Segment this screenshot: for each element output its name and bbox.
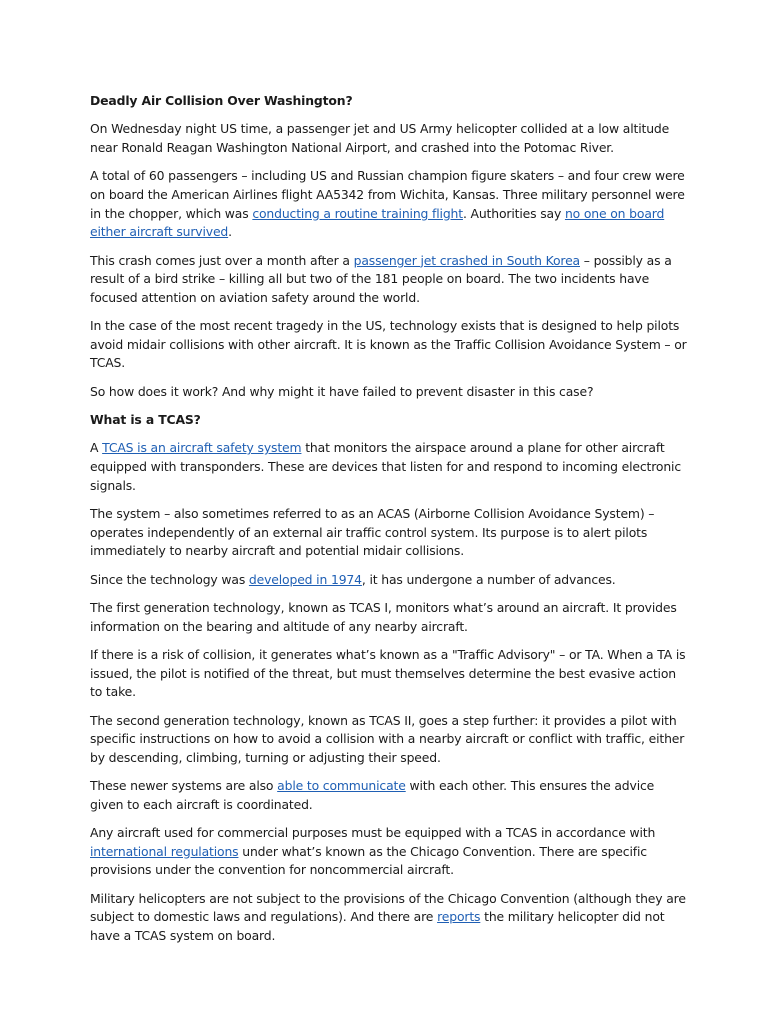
paragraph-text: – possibly as a result of a bird strike – killing all but two of the 181 people on board. The two incidents have focused attention on aviation safety around the world. (90, 252, 672, 305)
document-page (90, 92, 690, 955)
paragraph-text: with each other. This ensures the advice given to each aircraft is coordinated. (90, 778, 655, 812)
paragraph-text: that monitors the airspace around a plane for other aircraft equipped with transponders. These are devices that listen for and respond to incoming electronic signals. (90, 440, 682, 493)
link-routine-training-flight[interactable]: conducting a routine training flight (252, 205, 463, 221)
link-able-to-communicate[interactable]: able to communicate (277, 778, 406, 794)
paragraph-technology-exists: In the case of the most recent tragedy in the US, technology exists that is designed to help pilots avoid midair collisions with other aircraft. It is known as the Traffic Collision Avoidance System – or TCAS. (90, 318, 687, 371)
paragraph-tcas-definition (90, 439, 690, 495)
paragraph-commercial-aircraft (90, 824, 690, 880)
section-heading-what-is-tcas: What is a TCAS? (90, 412, 201, 428)
paragraph-text: under what’s known as the Chicago Convention. There are specific provisions under the convention for noncommercial aircraft. (90, 843, 647, 878)
paragraph-south-korea (90, 252, 690, 308)
article-title: Deadly Air Collision Over Washington? (90, 93, 353, 108)
paragraph-how-does-it-work: So how does it work? And why might it have failed to prevent disaster in this case? (90, 383, 594, 399)
paragraph-text: A total of 60 passengers – including US and Russian champion figure skaters – and four crew were on board the American Airlines flight AA5342 from Wichita, Kansas. Three military personnel were in the chopper, which was (90, 168, 685, 221)
paragraph-text: A (90, 440, 103, 456)
paragraph-text: This crash comes just over a month after a (90, 252, 354, 268)
link-no-survivors[interactable]: no one on board either aircraft survived (90, 205, 665, 240)
paragraph-text: Military helicopters are not subject to the provisions of the Chicago Convention (although they are subject to domestic laws and regulations). And there are (90, 890, 686, 925)
paragraph-collision-summary: On Wednesday night US time, a passenger jet and US Army helicopter collided at a low altitude near Ronald Reagan Washington National Airport, and crashed into the Potomac River. (90, 121, 670, 155)
paragraph-text: . Authorities say (462, 205, 565, 221)
paragraph-passengers (90, 167, 690, 241)
paragraph-acas: The system – also sometimes referred to as an ACAS (Airborne Collision Avoidance System) – operates independently of an external air traffic control system. Its purpose is to alert pilots immediately to nearby aircraft and potential midair collisions. (90, 506, 655, 559)
link-south-korea-crash[interactable]: passenger jet crashed in South Korea (353, 252, 580, 268)
paragraph-text: , it has undergone a number of advances. (361, 571, 616, 587)
paragraph-communicate (90, 777, 690, 814)
paragraph-text: Since the technology was (90, 571, 249, 587)
link-tcas-safety-system[interactable]: TCAS is an aircraft safety system (102, 440, 302, 456)
link-developed-1974[interactable]: developed in 1974 (248, 571, 362, 587)
paragraph-text: These newer systems are also (90, 778, 278, 794)
paragraph-military-helicopters (90, 890, 690, 946)
link-reports[interactable]: reports (437, 909, 481, 925)
paragraph-text: the military helicopter did not have a TCAS system on board. (90, 909, 665, 943)
paragraph-text: Any aircraft used for commercial purposes must be equipped with a TCAS in accordance with (90, 825, 656, 841)
paragraph-developed (90, 571, 690, 590)
link-international-regulations[interactable]: international regulations (90, 843, 239, 859)
paragraph-tcas-i: The first generation technology, known as TCAS I, monitors what’s around an aircraft. It provides information on the bearing and altitude of any nearby aircraft. (90, 600, 677, 634)
paragraph-tcas-ii: The second generation technology, known as TCAS II, goes a step further: it provides a pilot with specific instructions on how to avoid a collision with a nearby aircraft or conflict with traffic, either by descending, climbing, turning or adjusting their speed. (90, 712, 685, 765)
paragraph-text: . (228, 224, 232, 240)
paragraph-traffic-advisory: If there is a risk of collision, it generates what’s known as a "Traffic Advisory" – or TA. When a TA is issued, the pilot is notified of the threat, but must themselves determine the best evasive action to take. (90, 647, 686, 700)
